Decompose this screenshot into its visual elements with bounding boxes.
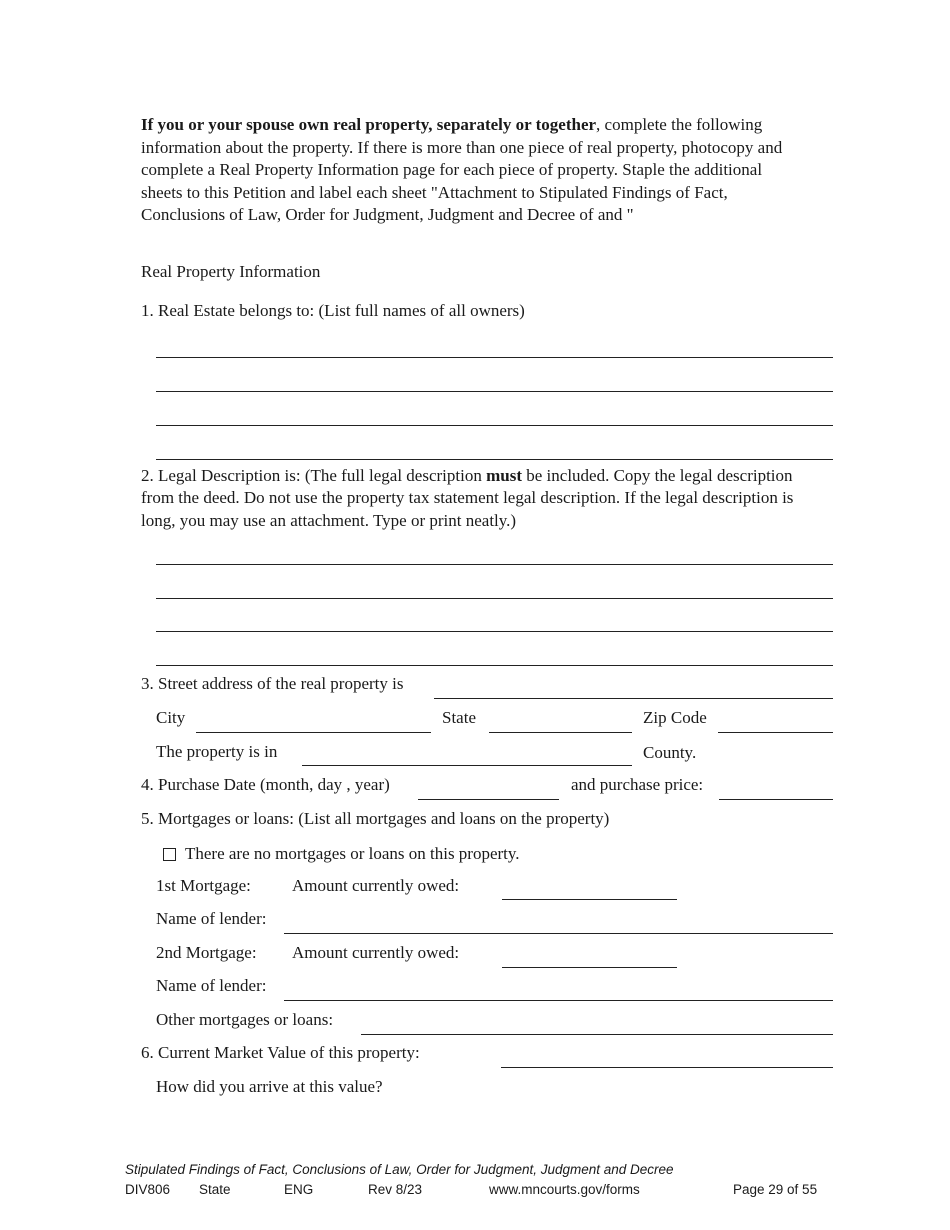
legal-desc-line-2[interactable] <box>156 598 833 599</box>
owners-line-4[interactable] <box>156 459 833 460</box>
intro-line5: Conclusions of Law, Order for Judgment, Judgment and Decree of and " <box>141 205 634 224</box>
q2-line1 <box>141 465 793 488</box>
q4-label: 4. Purchase Date (month, day , year) <box>141 775 390 794</box>
second-mortgage-label: 2nd Mortgage: <box>156 943 257 962</box>
no-mortgage-checkbox[interactable] <box>163 848 176 861</box>
q6-label: 6. Current Market Value of this property: <box>141 1043 420 1062</box>
section-title: Real Property Information <box>141 262 321 281</box>
second-lender-field[interactable] <box>284 980 833 1001</box>
purchase-date-field[interactable] <box>418 779 559 800</box>
owners-line-2[interactable] <box>156 391 833 392</box>
intro-line3: complete a Real Property Information page for each piece of property. Staple the additional <box>141 160 763 179</box>
footer-page-number: Page 29 of 55 <box>733 1182 818 1197</box>
market-value-field[interactable] <box>501 1047 833 1068</box>
second-amount-owed-label: Amount currently owed: <box>292 943 460 962</box>
zip-field[interactable] <box>718 712 833 733</box>
purchase-price-label: and purchase price: <box>571 775 704 794</box>
footer-form-id: DIV806 <box>125 1182 171 1197</box>
first-amount-owed-field[interactable] <box>502 879 677 900</box>
first-amount-owed-label: Amount currently owed: <box>292 876 460 895</box>
q3-label: 3. Street address of the real property is <box>141 674 404 693</box>
other-mortgages-label: Other mortgages or loans: <box>156 1010 334 1029</box>
no-mortgage-label: There are no mortgages or loans on this property. <box>185 844 520 863</box>
value-method-label: How did you arrive at this value? <box>156 1077 383 1096</box>
q5-label: 5. Mortgages or loans: (List all mortgages and loans on the property) <box>141 809 610 828</box>
second-amount-owed-field[interactable] <box>502 947 677 968</box>
first-lender-label: Name of lender: <box>156 909 267 928</box>
purchase-price-field[interactable] <box>719 779 833 800</box>
footer-revision: Rev 8/23 <box>368 1182 423 1197</box>
zip-label: Zip Code <box>643 708 707 727</box>
street-address-field[interactable] <box>434 678 833 699</box>
intro-line1-rest: , complete the following <box>596 115 763 134</box>
county-label: County. <box>643 743 697 762</box>
q2-line2: from the deed. Do not use the property tax statement legal description. If the legal description is <box>141 488 794 507</box>
first-mortgage-label: 1st Mortgage: <box>156 876 251 895</box>
first-lender-field[interactable] <box>284 913 833 934</box>
city-label: City <box>156 708 186 727</box>
owners-line-1[interactable] <box>156 357 833 358</box>
footer-title: Stipulated Findings of Fact, Conclusions of Law, Order for Judgment, Judgment and Decree <box>125 1162 674 1177</box>
county-field[interactable] <box>302 745 632 766</box>
intro-line2: information about the property. If there is more than one piece of real property, photocopy and <box>141 137 783 157</box>
q2-must: must <box>486 466 523 485</box>
legal-desc-line-3[interactable] <box>156 631 833 632</box>
legal-desc-line-1[interactable] <box>156 564 833 565</box>
footer-url[interactable]: www.mncourts.gov/forms <box>489 1182 640 1197</box>
footer-language: ENG <box>284 1182 314 1197</box>
q2-line3: long, you may use an attachment. Type or print neatly.) <box>141 511 517 530</box>
property-in-label: The property is in <box>156 742 278 761</box>
footer-state: State <box>199 1182 231 1197</box>
intro-line4: sheets to this Petition and label each sheet "Attachment to Stipulated Findings of Fact, <box>141 182 728 202</box>
second-lender-label: Name of lender: <box>156 976 267 995</box>
q2-line1-b: be included. Copy the legal description <box>522 466 793 485</box>
owners-line-3[interactable] <box>156 425 833 426</box>
intro-bold-lead: If you or your spouse own real property, separately or together <box>141 115 597 134</box>
legal-desc-line-4[interactable] <box>156 665 833 666</box>
city-field[interactable] <box>196 712 431 733</box>
q2-line1-a: 2. Legal Description is: (The full legal description <box>141 466 487 485</box>
q1-label: 1. Real Estate belongs to: (List full names of all owners) <box>141 301 525 320</box>
intro-paragraph <box>141 114 831 227</box>
other-mortgages-field[interactable] <box>361 1014 833 1035</box>
state-field[interactable] <box>489 712 632 733</box>
state-label: State <box>442 708 476 727</box>
